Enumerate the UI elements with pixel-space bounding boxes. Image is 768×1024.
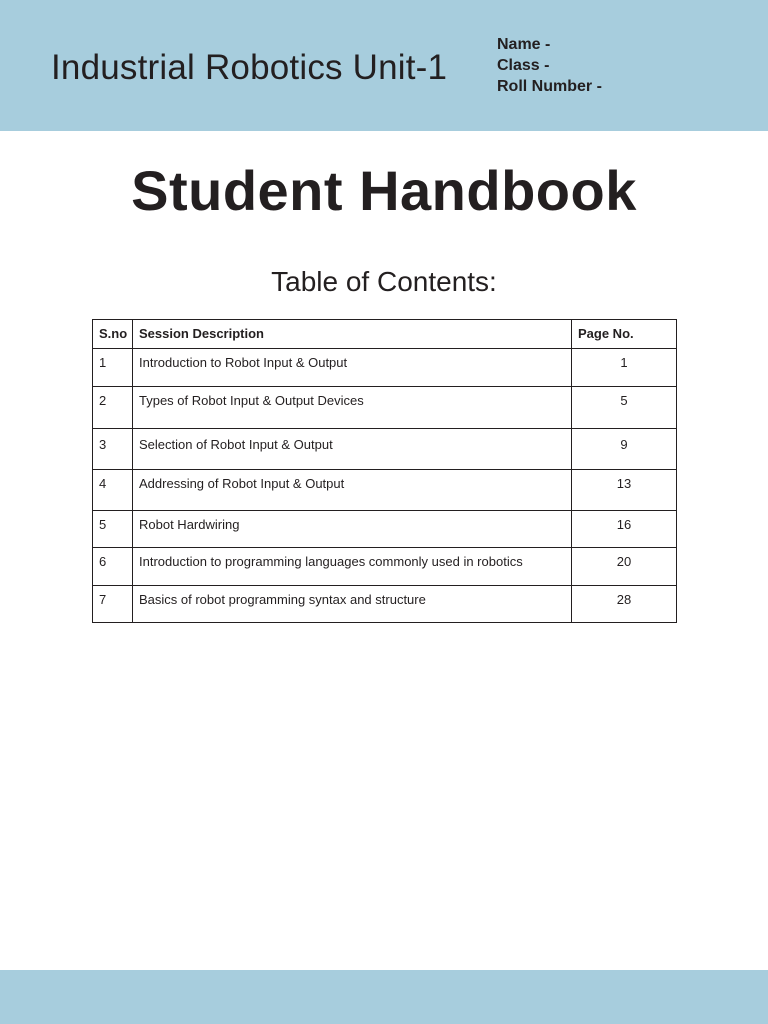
toc-heading: Table of Contents: bbox=[271, 266, 497, 297]
page-title: Student Handbook bbox=[131, 159, 637, 222]
unit-title: Industrial Robotics Unit-1 bbox=[51, 48, 448, 87]
row-sno: 4 bbox=[93, 470, 133, 511]
row-page: 9 bbox=[572, 429, 677, 470]
row-description: Introduction to programming languages commonly used in robotics bbox=[133, 548, 572, 586]
row-page: 16 bbox=[572, 511, 677, 548]
row-description: Types of Robot Input & Output Devices bbox=[133, 387, 572, 429]
student-info-fields bbox=[497, 34, 602, 97]
row-sno: 3 bbox=[93, 429, 133, 470]
row-sno: 7 bbox=[93, 586, 133, 623]
table-row bbox=[93, 586, 677, 623]
row-page: 28 bbox=[572, 586, 677, 623]
roll-number-field-label: Roll Number - bbox=[497, 78, 602, 95]
header-band bbox=[0, 0, 768, 131]
name-field-label: Name - bbox=[497, 36, 551, 53]
row-page: 1 bbox=[572, 349, 677, 387]
row-page: 13 bbox=[572, 470, 677, 511]
column-header-description: Session Description bbox=[133, 320, 572, 349]
row-sno: 1 bbox=[93, 349, 133, 387]
table-row bbox=[93, 548, 677, 586]
column-header-page: Page No. bbox=[572, 320, 677, 349]
class-field-label: Class - bbox=[497, 57, 550, 74]
table-row bbox=[93, 429, 677, 470]
row-sno: 2 bbox=[93, 387, 133, 429]
row-description: Basics of robot programming syntax and structure bbox=[133, 586, 572, 623]
row-sno: 5 bbox=[93, 511, 133, 548]
row-description: Robot Hardwiring bbox=[133, 511, 572, 548]
column-header-sno: S.no bbox=[93, 320, 133, 349]
row-page: 20 bbox=[572, 548, 677, 586]
table-of-contents bbox=[92, 319, 677, 623]
footer-band bbox=[0, 970, 768, 1024]
table-row bbox=[93, 387, 677, 429]
table-row bbox=[93, 349, 677, 387]
table-header-row bbox=[93, 320, 677, 349]
row-description: Selection of Robot Input & Output bbox=[133, 429, 572, 470]
row-description: Addressing of Robot Input & Output bbox=[133, 470, 572, 511]
table-row bbox=[93, 511, 677, 548]
row-description: Introduction to Robot Input & Output bbox=[133, 349, 572, 387]
row-sno: 6 bbox=[93, 548, 133, 586]
table-row bbox=[93, 470, 677, 511]
row-page: 5 bbox=[572, 387, 677, 429]
